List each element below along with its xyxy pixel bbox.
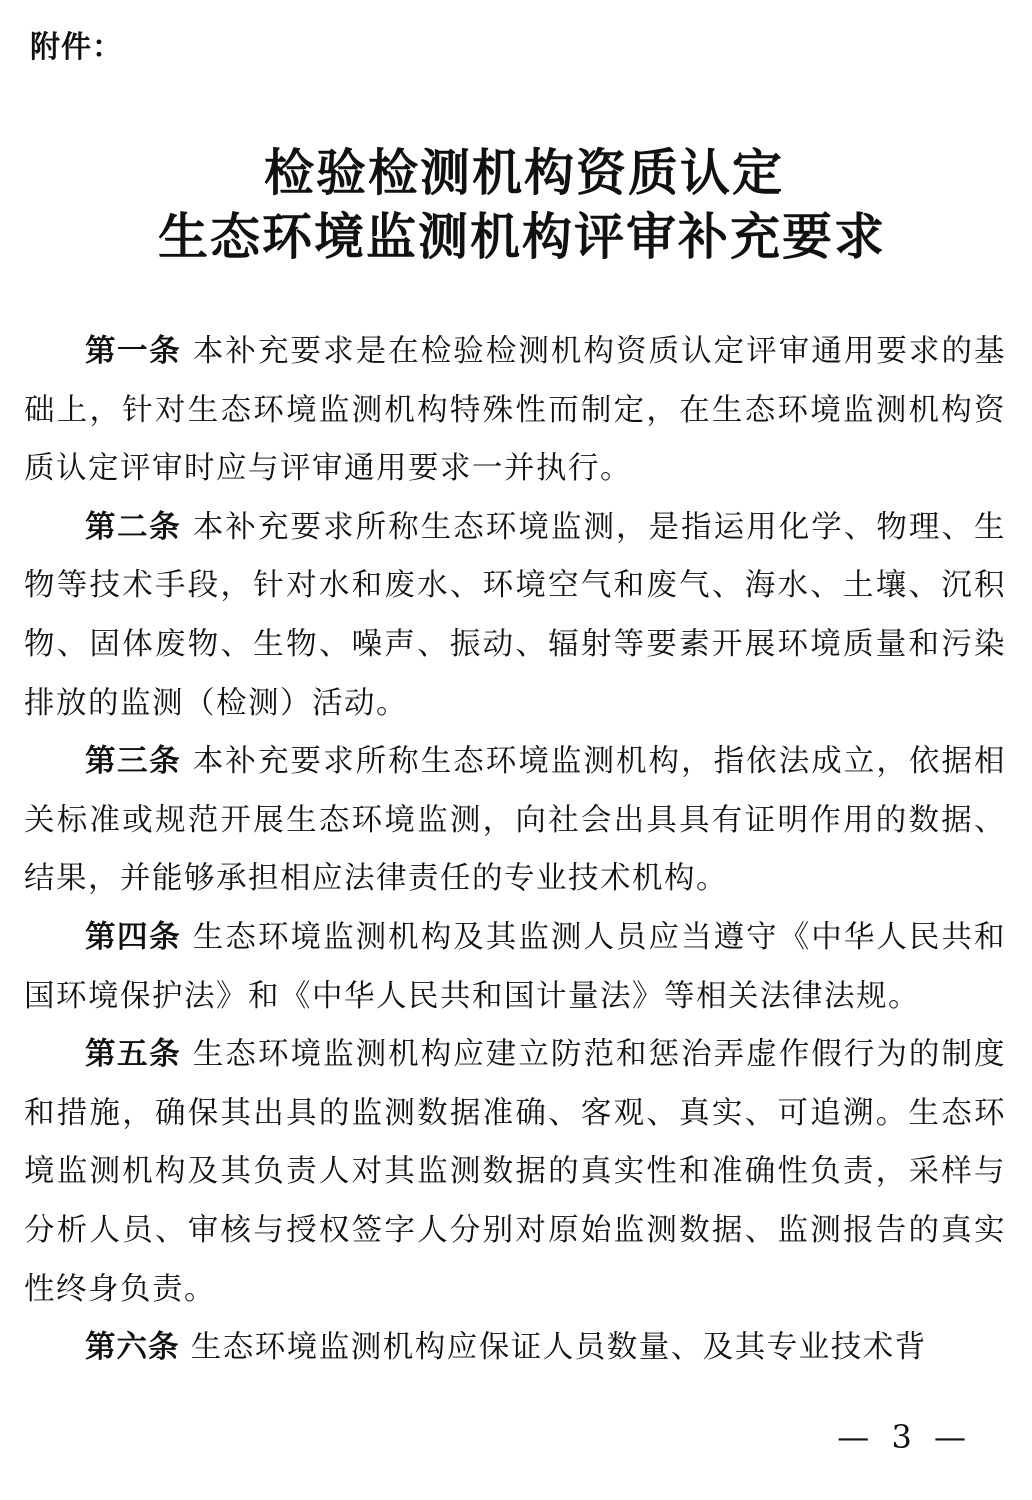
document-title-line-1: 检验检测机构资质认定 [264,144,784,202]
article-3 [24,733,1006,909]
article-label: 第三条 [85,744,182,780]
article-1 [24,323,1006,499]
article-text: 本补充要求所称生态环境监测机构，指依法成立，依据相关标准或规范开展生态环境监测，向社会出具具有证明作用的数据、结果，并能够承担相应法律责任的专业技术机构。 [24,744,1007,897]
article-text: 生态环境监测机构应保证人员数量、及其专业技术背 [190,1330,927,1366]
article-label: 第四条 [85,919,182,955]
article-text: 生态环境监测机构及其监测人员应当遵守《中华人民共和国环境保护法》和《中华人民共和国计量法》等相关法律法规。 [24,919,1007,1014]
article-label: 第一条 [85,334,182,369]
article-label: 第二条 [85,509,182,545]
article-label: 第五条 [85,1037,182,1073]
article-text: 本补充要求所称生态环境监测，是指运用化学、物理、生物等技术手段，针对水和废水、环境空气和废气、海水、土壤、沉积物、固体废物、生物、噪声、振动、辐射等要素开展环境质量和污染排放的监测（检测）活动。 [24,509,1007,721]
document-body [24,323,1006,1378]
article-5 [24,1026,1006,1319]
article-6 [24,1319,1006,1378]
article-text: 生态环境监测机构应建立防范和惩治弄虚作假行为的制度和措施，确保其出具的监测数据准确、客观、真实、可追溯。生态环境监测机构及其负责人对其监测数据的真实性和准确性负责，采样与分析人员、审核与授权签字人分别对原始监测数据、监测报告的真实性终身负责。 [24,1037,1007,1307]
article-4 [24,909,1006,1026]
article-2 [24,499,1006,733]
article-label: 第六条 [85,1330,180,1366]
attachment-label: 附件： [30,30,123,65]
page-number: — 3 — [837,1418,972,1456]
document-title-line-2: 生态环境监测机构评审补充要求 [158,208,886,266]
article-text: 本补充要求是在检验检测机构资质认定评审通用要求的基础上，针对生态环境监测机构特殊性而制定，在生态环境监测机构资质认定评审时应与评审通用要求一并执行。 [24,334,1007,487]
